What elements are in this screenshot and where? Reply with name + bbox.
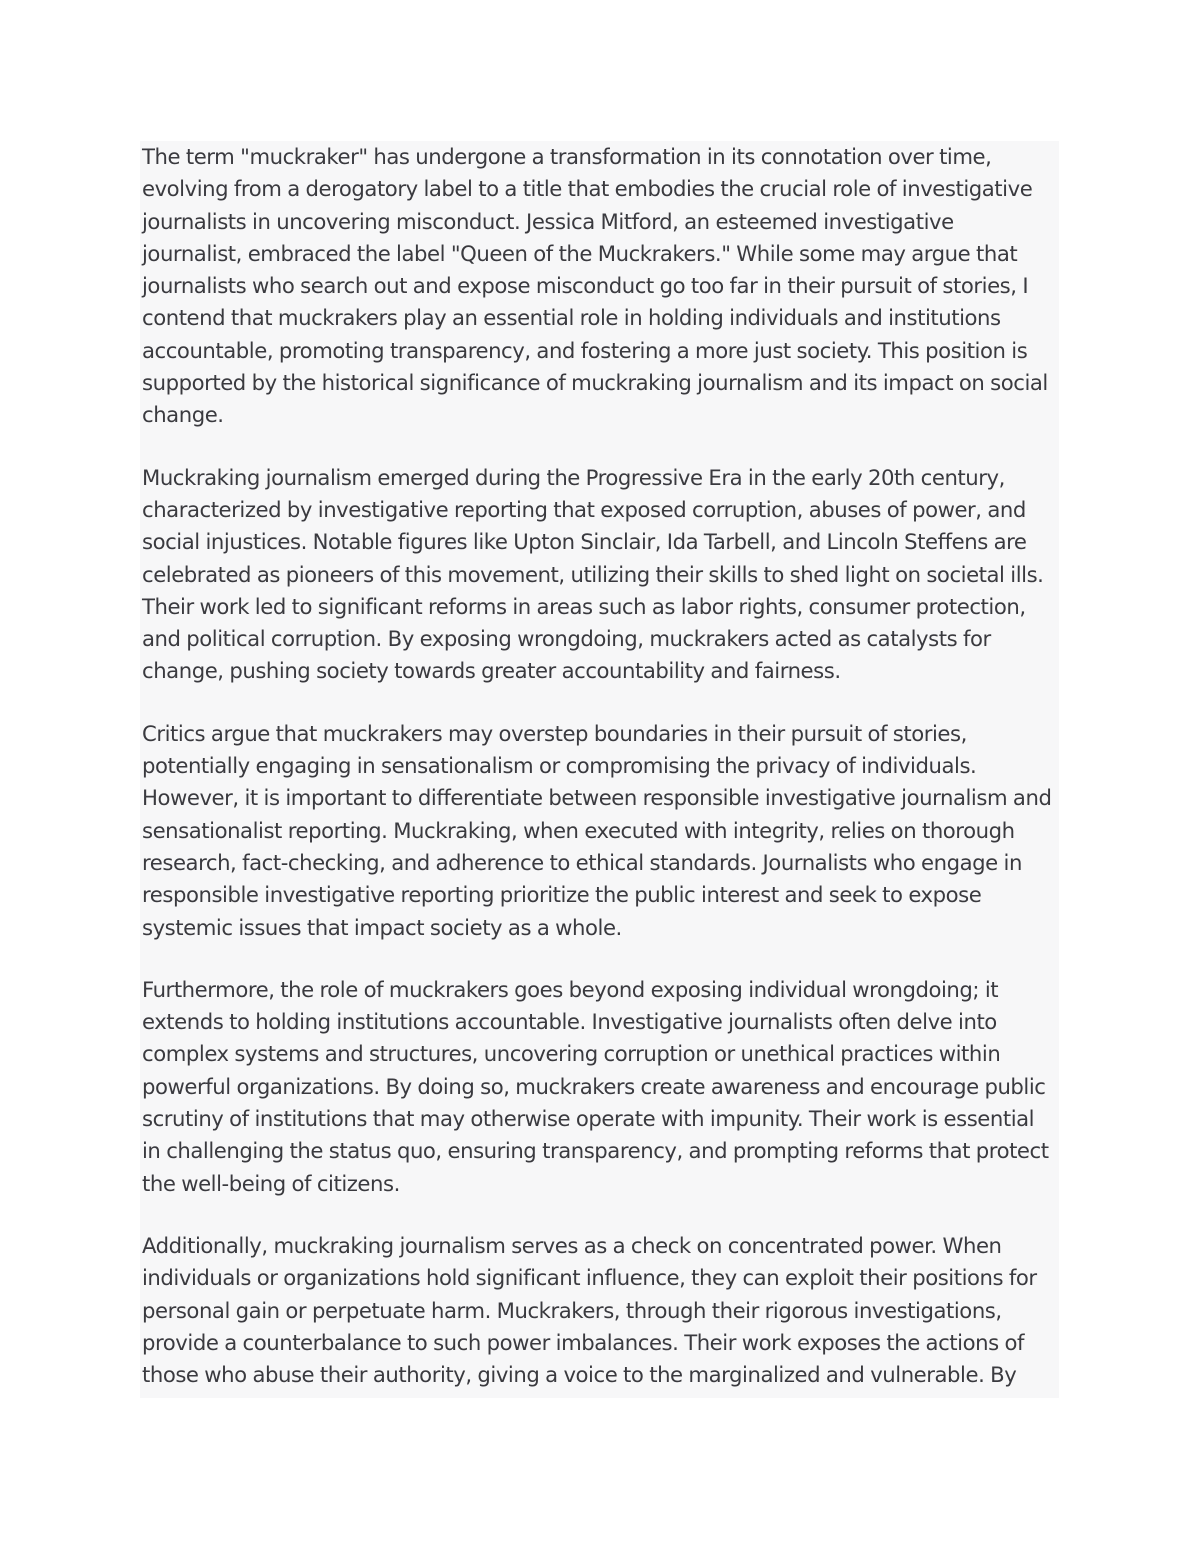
paragraph-3: Critics argue that muckrakers may overstep boundaries in their pursuit of stories, potentially engaging in sensationalism or compromising the privacy of individuals. However, it is important to differentiate between responsible investigative journalism and sensationalist reporting. Muckraking, when executed with integrity, relies on thorough research, fact-checking, and adherence to ethical standards. Journalists who engage in responsible investigative reporting prioritize the public interest and seek to expose systemic issues that impact society as a whole. <box>142 720 1052 940</box>
essay-text-block <box>140 141 1059 1398</box>
paragraph-4: Furthermore, the role of muckrakers goes beyond exposing individual wrongdoing; it extends to holding institutions accountable. Investigative journalists often delve into complex systems and structures, uncovering corruption or unethical practices within powerful organizations. By doing so, muckrakers create awareness and encourage public scrutiny of institutions that may otherwise operate with impunity. Their work is essential in challenging the status quo, ensuring transparency, and prompting reforms that protect the well-being of citizens. <box>142 976 1049 1196</box>
paragraph-2: Muckraking journalism emerged during the Progressive Era in the early 20th century, characterized by investigative reporting that exposed corruption, abuses of power, and social injustices. Notable figures like Upton Sinclair, Ida Tarbell, and Lincoln Steffens are celebrated as pioneers of this movement, utilizing their skills to shed light on societal ills. Their work led to significant reforms in areas such as labor rights, consumer protection, and political corruption. By exposing wrongdoing, muckrakers acted as catalysts for change, pushing society towards greater accountability and fairness. <box>142 464 1044 684</box>
paragraph-5: Additionally, muckraking journalism serves as a check on concentrated power. When individuals or organizations hold significant influence, they can exploit their positions for personal gain or perpetuate harm. Muckrakers, through their rigorous investigations, provide a counterbalance to such power imbalances. Their work exposes the actions of those who abuse their authority, giving a voice to the marginalized and vulnerable. By <box>142 1232 1037 1388</box>
paragraph-1: The term "muckraker" has undergone a transformation in its connotation over time, evolving from a derogatory label to a title that embodies the crucial role of investigative journalists in uncovering misconduct. Jessica Mitford, an esteemed investigative journalist, embraced the label "Queen of the Muckrakers." While some may argue that journalists who search out and expose misconduct go too far in their pursuit of stories, I contend that muckrakers play an essential role in holding individuals and institutions accountable, promoting transparency, and fostering a more just society. This position is supported by the historical significance of muckraking journalism and its impact on social change. <box>142 144 1048 428</box>
